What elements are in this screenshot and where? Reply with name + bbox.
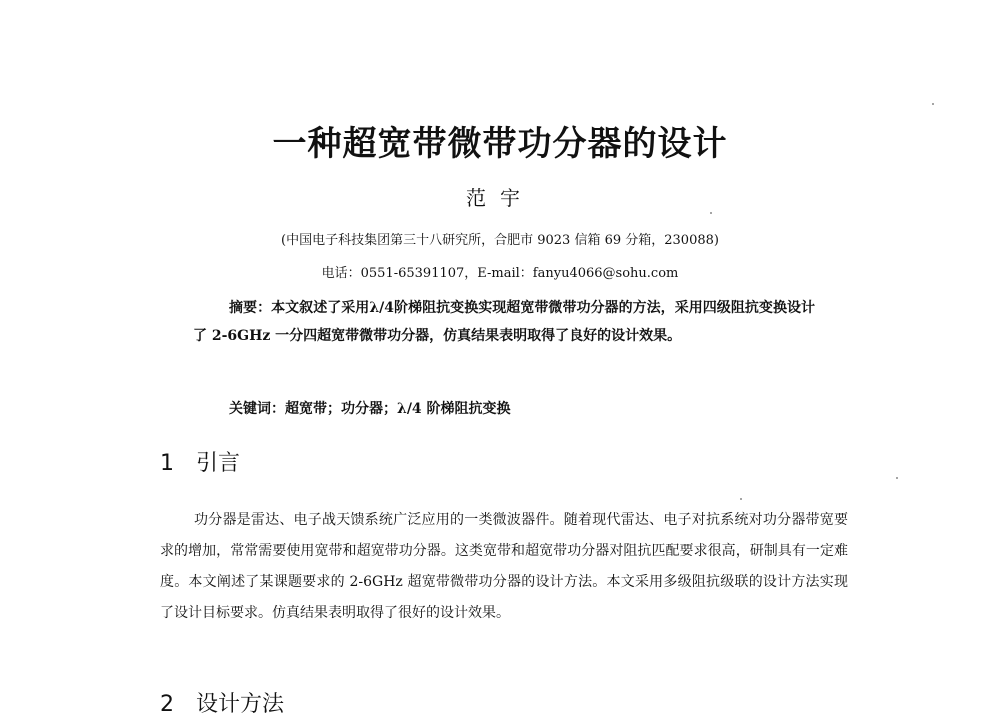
- section-title: 引言: [196, 451, 241, 476]
- scan-speck: [740, 498, 742, 500]
- author-affiliation: (中国电子科技集团第三十八研究所，合肥市 9023 信箱 69 分箱，230088): [281, 233, 719, 248]
- scan-speck: [932, 103, 934, 105]
- scan-speck: [896, 477, 898, 479]
- section-number: 2: [160, 692, 174, 717]
- introduction-paragraph: 功分器是雷达、电子战天馈系统广泛应用的一类微波器件。随着现代雷达、电子对抗系统对功分器带宽要求的增加，常常需要使用宽带和超宽带功分器。这类宽带和超宽带功分器对阻抗匹配要求很高，研制具有一定难度。本文阐述了某课题要求的 2-6GHz 超宽带微带功分器的设计方法。本文采用多级阻抗级联的设计方法实现了设计目标要求。仿真结果表明取得了很好的设计效果。: [160, 512, 848, 621]
- scan-speck: [710, 212, 712, 214]
- abstract-text: 本文叙述了采用λ/4阶梯阻抗变换实现超宽带微带功分器的方法，采用四级阻抗变换设计了 2-6GHz 一分四超宽带微带功分器，仿真结果表明取得了良好的设计效果。: [193, 300, 816, 344]
- abstract-label: 摘要：: [229, 300, 272, 316]
- keywords-text: 超宽带；功分器；λ/4 阶梯阻抗变换: [285, 401, 511, 417]
- section-title: 设计方法: [196, 692, 285, 717]
- section-heading-introduction: [160, 449, 240, 479]
- section-number: 1: [160, 451, 174, 476]
- keywords-label: 关键词：: [229, 401, 285, 417]
- paper-title: 一种超宽带微带功分器的设计: [272, 124, 728, 164]
- author-name: 范宇: [466, 186, 534, 210]
- section-heading-design-method: [160, 690, 284, 720]
- keywords: [229, 395, 511, 423]
- abstract: [193, 294, 815, 350]
- author-contact: 电话：0551-65391107，E-mail：fanyu4066@sohu.com: [321, 266, 679, 281]
